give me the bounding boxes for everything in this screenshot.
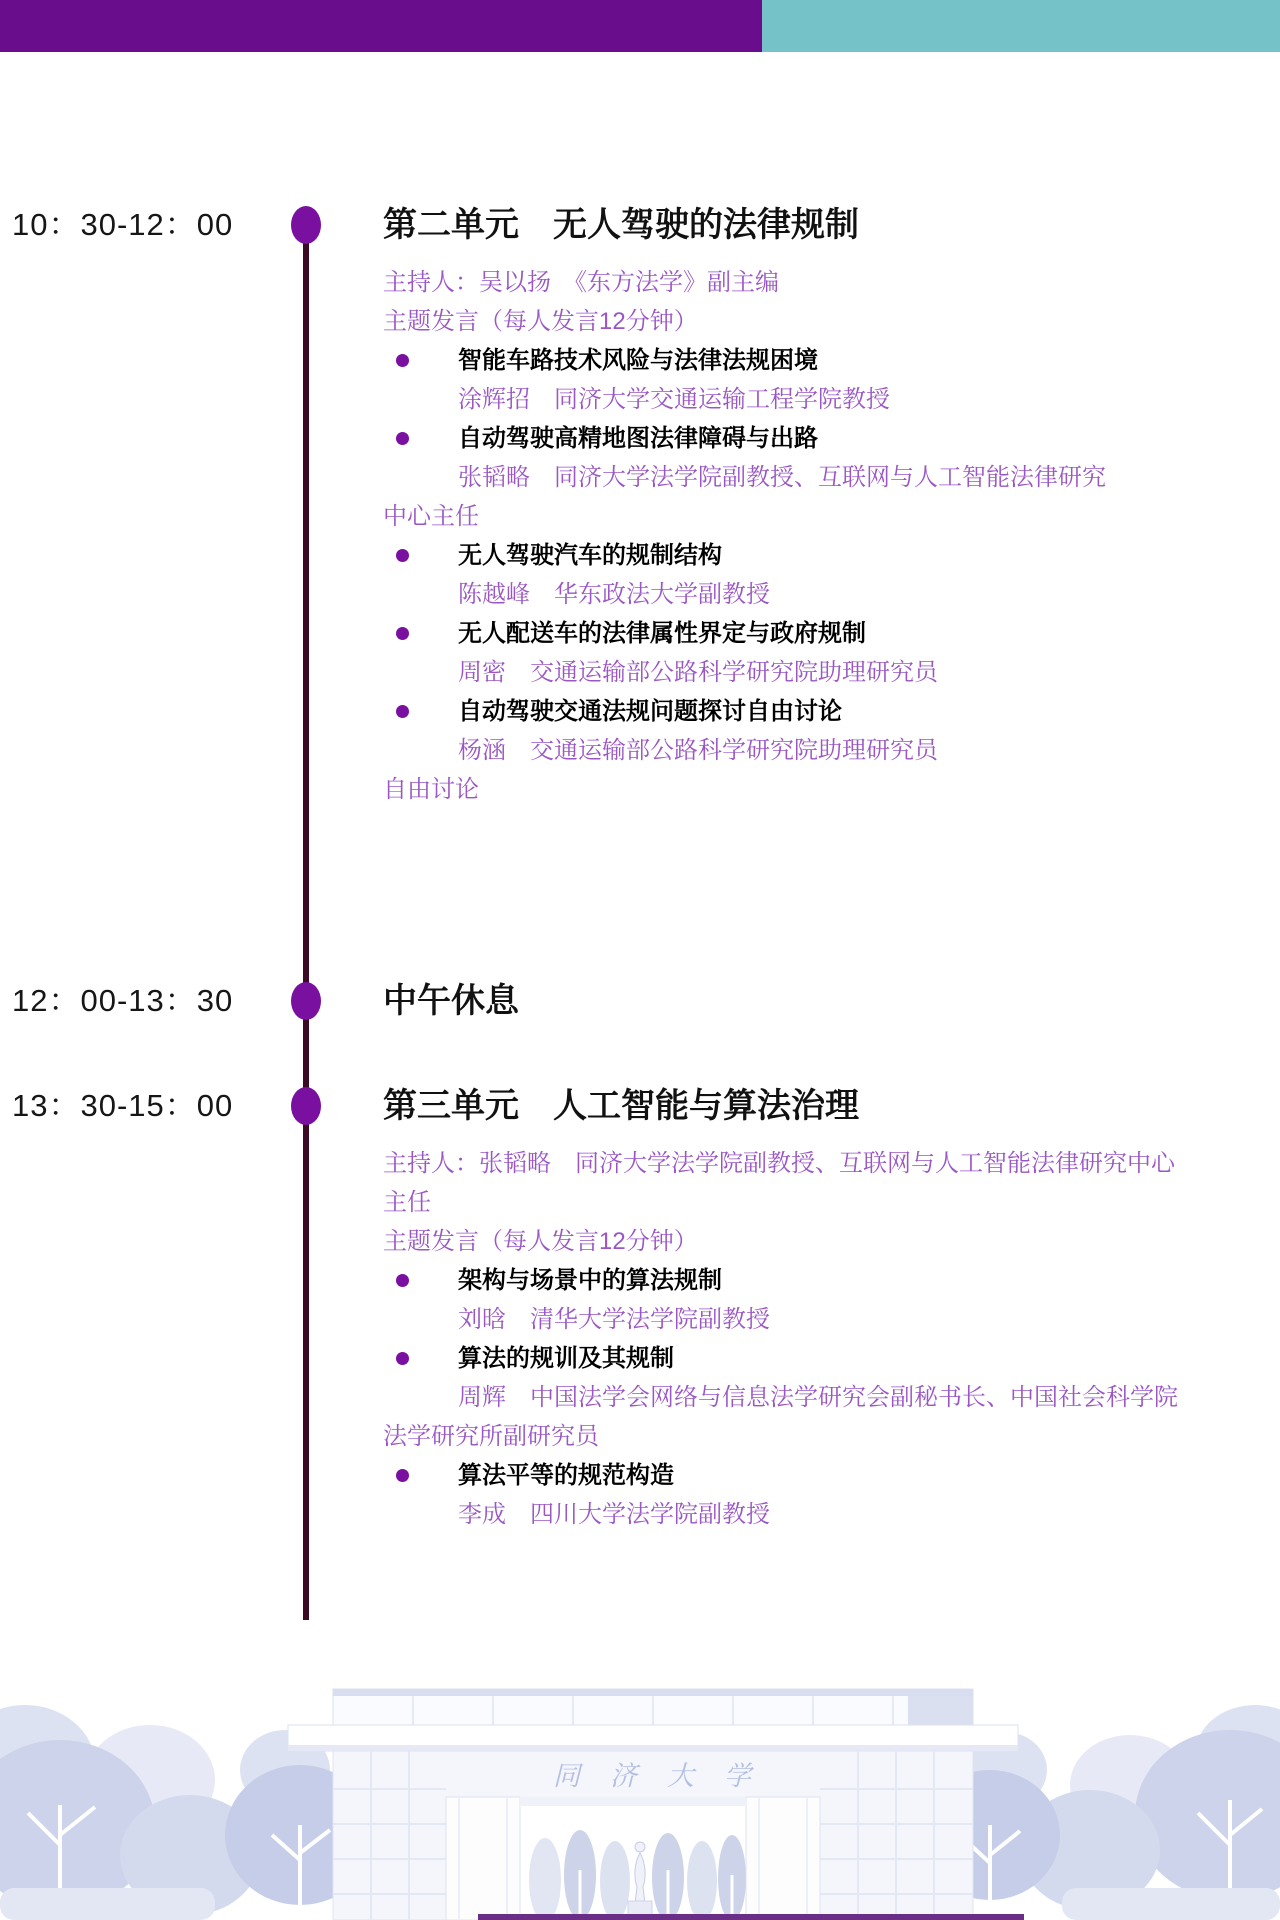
line-text: 算法平等的规范构造 [458,1462,674,1489]
line-text: 涂辉招 同济大学交通运输工程学院教授 [458,386,890,413]
line-text: 算法的规训及其规制 [458,1345,674,1372]
gate-label: 同济大学 [553,1761,781,1791]
line-text: 陈越峰 华东政法大学副教授 [458,581,770,608]
agenda-section [0,1086,1280,1534]
agenda-section [0,205,1280,809]
line-text: 架构与场景中的算法规制 [458,1267,722,1294]
line-text: 主任 [383,1189,431,1216]
bullet-dot-icon [396,1469,409,1482]
line-text: 无人驾驶汽车的规制结构 [458,542,722,569]
line-text: 中心主任 [383,503,479,530]
line-text: 周密 交通运输部公路科学研究院助理研究员 [458,659,938,686]
talk-title [383,692,1280,731]
session-meta-line [383,770,1280,809]
line-text: 主题发言（每人发言12分钟） [383,1228,698,1255]
bullet-dot-icon [396,705,409,718]
section-rows [383,1144,1280,1534]
line-text: 张韬略 同济大学法学院副教授、互联网与人工智能法律研究 [458,464,1106,491]
bullet-dot-icon [396,354,409,367]
session-meta-line [383,263,1280,302]
timeline-dot-icon [291,206,321,244]
line-text: 刘晗 清华大学法学院副教授 [458,1306,770,1333]
bullet-dot-icon [396,549,409,562]
section-title: 第三单元 人工智能与算法治理 [383,1087,859,1125]
session-meta-line [383,1417,1280,1456]
time-range: 13：30-15：00 [12,1088,234,1123]
session-meta-line [383,1144,1280,1183]
timeline-dot-icon [291,1087,321,1125]
line-text: 自由讨论 [383,776,479,803]
session-meta-line [383,1222,1280,1261]
line-text: 自动驾驶交通法规问题探讨自由讨论 [458,698,842,725]
talk-title [383,1339,1280,1378]
session-meta-line [383,1183,1280,1222]
speaker-line [383,653,1280,692]
talk-title [383,1261,1280,1300]
line-text: 法学研究所副研究员 [383,1423,599,1450]
talk-title [383,1456,1280,1495]
header-bar-purple [0,0,762,52]
session-meta-line [383,302,1280,341]
speaker-line [383,458,1280,497]
time-range: 12：00-13：30 [12,983,234,1018]
time-range: 10：30-12：00 [12,207,234,242]
talk-title [383,341,1280,380]
speaker-line [383,1378,1280,1417]
footer-illustration [0,1685,1280,1920]
bullet-dot-icon [396,432,409,445]
line-text: 智能车路技术风险与法律法规困境 [458,347,818,374]
section-rows [383,263,1280,809]
line-text: 杨涵 交通运输部公路科学研究院助理研究员 [458,737,938,764]
line-text: 周辉 中国法学会网络与信息法学研究会副秘书长、中国社会科学院 [458,1384,1178,1411]
speaker-line [383,731,1280,770]
section-title: 中午休息 [383,982,519,1020]
talk-title [383,614,1280,653]
talk-title [383,419,1280,458]
line-text: 主持人：张韬略 同济大学法学院副教授、互联网与人工智能法律研究中心 [383,1150,1175,1177]
speaker-line [383,380,1280,419]
header-bar-teal [762,0,1280,52]
line-text: 主题发言（每人发言12分钟） [383,308,698,335]
line-text: 李成 四川大学法学院副教授 [458,1501,770,1528]
line-text: 自动驾驶高精地图法律障碍与出路 [458,425,818,452]
line-text: 无人配送车的法律属性界定与政府规制 [458,620,866,647]
session-meta-line [383,497,1280,536]
line-text: 主持人：吴以扬 《东方法学》副主编 [383,269,779,296]
bullet-dot-icon [396,1352,409,1365]
timeline-dot-icon [291,982,321,1020]
talk-title [383,536,1280,575]
speaker-line [383,1300,1280,1339]
speaker-line [383,1495,1280,1534]
speaker-line [383,575,1280,614]
bullet-dot-icon [396,1274,409,1287]
gate [288,1689,1024,1920]
section-title: 第二单元 无人驾驶的法律规制 [383,206,859,244]
bullet-dot-icon [396,627,409,640]
agenda-section [0,981,1280,1021]
